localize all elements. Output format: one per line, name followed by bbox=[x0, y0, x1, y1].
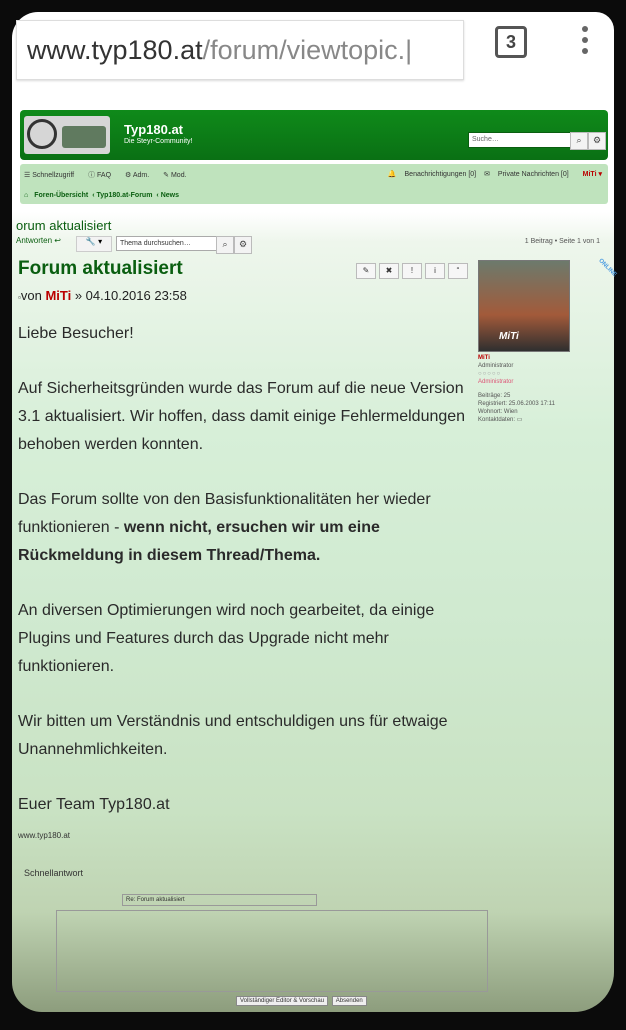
post-bold-text: wenn nicht, ersuchen wir um eine Rückmeldung in diesem Thread/Thema. bbox=[18, 519, 380, 564]
post-meta bbox=[18, 288, 187, 303]
reply-label: Antworten bbox=[16, 236, 53, 245]
url-path: /forum/viewtopic.| bbox=[202, 35, 413, 65]
avatar-caption: MiTi bbox=[499, 331, 519, 342]
post-icon: ▫ bbox=[18, 293, 21, 302]
quick-access-link[interactable]: ☰ Schnellzugriff bbox=[24, 172, 75, 179]
post-profile bbox=[478, 257, 618, 424]
pm-label: Private Nachrichten [0] bbox=[497, 171, 569, 178]
post-paragraph: Auf Sicherheitsgründen wurde das Forum auf die neue Version 3.1 aktualisiert. Wir hoffen, dass damit einige Fehlermeldungen behoben werden konnten. bbox=[18, 380, 466, 453]
pm-link[interactable]: ✉ Private Nachrichten [0] bbox=[484, 171, 569, 178]
user-name: MiTi bbox=[582, 171, 597, 178]
adm-label: Adm. bbox=[132, 172, 150, 179]
faq-label: FAQ bbox=[97, 172, 112, 179]
menu-kebab-icon[interactable] bbox=[582, 26, 590, 59]
notifications-link[interactable]: 🔔 Benachrichtigungen [0] bbox=[387, 171, 477, 178]
report-icon[interactable]: ! bbox=[402, 263, 422, 279]
post-paragraph: Euer Team Typ180.at bbox=[18, 796, 170, 813]
profile-role: Administrator bbox=[478, 363, 514, 369]
topic-actions bbox=[16, 236, 606, 252]
post-date: » 04.10.2016 23:58 bbox=[74, 288, 187, 303]
post-paragraph bbox=[18, 486, 468, 570]
avatar[interactable] bbox=[478, 260, 570, 352]
contact-card-icon[interactable]: ▭ bbox=[516, 417, 523, 423]
post-title[interactable]: Forum aktualisiert bbox=[18, 258, 183, 279]
info-icon[interactable]: i bbox=[425, 263, 445, 279]
post-signature: www.typ180.at bbox=[18, 831, 71, 840]
pagination: 1 Beitrag • Seite 1 von 1 bbox=[524, 238, 600, 245]
online-badge: ONLINE bbox=[597, 257, 618, 279]
profile-contact bbox=[478, 416, 608, 424]
full-editor-button[interactable]: Vollständiger Editor & Vorschau bbox=[236, 996, 328, 1006]
tractor-image bbox=[62, 126, 106, 148]
profile-posts[interactable]: Beiträge: 25 bbox=[478, 393, 511, 399]
search-icon[interactable]: ⌕ bbox=[216, 236, 234, 254]
navbar bbox=[20, 164, 608, 204]
mod-label: Mod. bbox=[170, 172, 187, 179]
submit-button[interactable]: Absenden bbox=[332, 996, 367, 1006]
profile-name[interactable]: MiTi bbox=[478, 355, 490, 361]
reply-button[interactable]: Antworten ↩ bbox=[16, 236, 61, 245]
url-text[interactable] bbox=[27, 35, 412, 66]
post-paragraph: Liebe Besucher! bbox=[18, 325, 134, 342]
topic-search-input[interactable]: Thema durchsuchen… bbox=[116, 236, 217, 251]
address-bar[interactable] bbox=[16, 20, 464, 80]
quickreply-title: Schnellantwort bbox=[24, 868, 84, 878]
user-menu[interactable]: MiTi ▾ bbox=[582, 171, 602, 178]
post bbox=[16, 256, 618, 856]
post-paragraph: Wir bitten um Verständnis und entschuldigen uns für etwaige Unannehmlichkeiten. bbox=[18, 713, 448, 758]
quick-access-label: Schnellzugriff bbox=[32, 172, 75, 179]
quickreply-textarea[interactable] bbox=[56, 910, 488, 992]
mod-link[interactable]: ✎ Mod. bbox=[163, 172, 187, 179]
breadcrumb-home-icon[interactable]: ⌂ bbox=[24, 192, 29, 199]
post-text: Das Forum sollte von den Basisfunktionalitäten her wieder funktionieren - bbox=[18, 491, 431, 536]
rank-stars-icon: ○○○○○ bbox=[478, 371, 502, 377]
profile-location: Wohnort: Wien bbox=[478, 409, 518, 415]
quickreply-buttons bbox=[236, 998, 369, 1004]
site-subtitle: Die Steyr-Community! bbox=[124, 138, 193, 145]
edit-icon[interactable]: ✎ bbox=[356, 263, 376, 279]
post-buttons bbox=[356, 260, 471, 279]
gear-icon[interactable]: ⚙ bbox=[588, 132, 606, 150]
breadcrumb-item[interactable]: Foren-Übersicht bbox=[34, 192, 89, 199]
post-by: von bbox=[20, 288, 42, 303]
site-search-input[interactable]: Suche… bbox=[468, 132, 571, 148]
steyr-emblem-icon bbox=[27, 119, 57, 149]
site-title[interactable]: Typ180.at bbox=[124, 122, 184, 137]
gear-icon[interactable]: ⚙ bbox=[234, 236, 252, 254]
adm-link[interactable]: ⚙ Adm. bbox=[125, 172, 150, 179]
profile-registered: Registriert: 25.06.2003 17:11 bbox=[478, 401, 555, 407]
quote-icon[interactable]: “ bbox=[448, 263, 468, 279]
notifications-label: Benachrichtigungen [0] bbox=[404, 171, 477, 178]
topic-title-link[interactable]: orum aktualisiert bbox=[16, 218, 112, 233]
contact-label: Kontaktdaten: bbox=[478, 417, 516, 423]
phone-screen bbox=[12, 12, 618, 1012]
topic-tools-button[interactable]: 🔧 ▾ bbox=[76, 236, 112, 252]
faq-link[interactable]: ⓘ FAQ bbox=[88, 172, 112, 179]
quickreply-subject-input[interactable]: Re: Forum aktualisiert bbox=[122, 894, 317, 906]
tab-switcher-button[interactable]: 3 bbox=[495, 26, 527, 58]
breadcrumb: ⌂ Foren-Übersicht ‹ Typ180.at-Forum ‹ News bbox=[24, 192, 179, 199]
breadcrumb-item[interactable]: Typ180.at-Forum bbox=[96, 192, 153, 199]
post-author[interactable]: MiTi bbox=[45, 288, 72, 303]
post-paragraph: An diversen Optimierungen wird noch gearbeitet, da einige Plugins und Features durch das Upgrade nicht mehr funktionieren. bbox=[18, 602, 435, 675]
delete-icon[interactable]: ✖ bbox=[379, 263, 399, 279]
post-content bbox=[18, 320, 468, 846]
nav-user bbox=[382, 170, 602, 178]
site-logo[interactable] bbox=[24, 116, 110, 154]
nav-links bbox=[24, 170, 199, 180]
breadcrumb-item[interactable]: News bbox=[160, 192, 179, 199]
url-host: www.typ180.at bbox=[27, 35, 203, 65]
site-header bbox=[20, 110, 608, 160]
profile-rank: Administrator bbox=[478, 379, 514, 385]
search-icon[interactable]: ⌕ bbox=[570, 132, 588, 150]
